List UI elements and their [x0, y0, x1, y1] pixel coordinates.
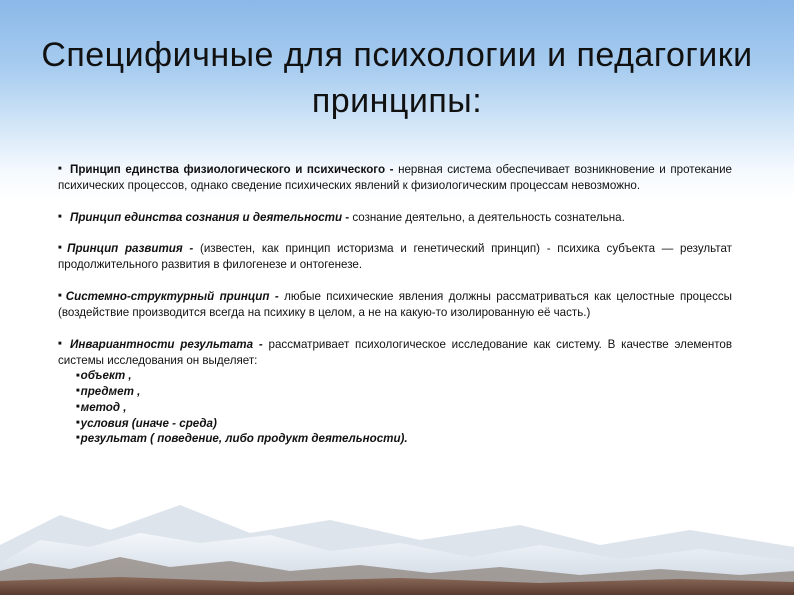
principle-5 — [58, 337, 732, 368]
bullet-icon: ■ — [58, 293, 64, 300]
principle-text: (известен, как принцип историзма и генетический принцип) - психика субъекта — результат продолжительного развития в филогенезе и онтогенезе. — [58, 241, 732, 271]
bullet-icon: ■ — [76, 388, 80, 395]
principle-4 — [58, 289, 732, 320]
list-item: ■предмет , — [76, 385, 141, 399]
bullet-icon: ■ — [58, 245, 66, 252]
principle-term: Принцип развития - — [67, 241, 194, 255]
mountain-landscape-illustration — [0, 485, 794, 595]
principle-1 — [58, 162, 732, 193]
principle-term: Инвариантности результата - — [70, 338, 263, 352]
bullet-icon: ■ — [58, 166, 62, 173]
slide-title: Специфичные для психологии и педагогики принципы: — [41, 36, 753, 120]
bullet-icon: ■ — [58, 214, 62, 221]
principle-text: сознание деятельно, а деятельность сознательна. — [349, 211, 625, 225]
bullet-icon: ■ — [76, 404, 80, 410]
principle-term: Принцип единства физиологического и психического - — [70, 163, 394, 176]
list-item: ■результат ( поведение, либо продукт деятельности). — [76, 432, 408, 446]
bullet-icon: ■ — [76, 372, 80, 379]
principle-2 — [58, 210, 732, 226]
research-elements-list — [58, 368, 732, 446]
list-item: ■метод , — [76, 400, 127, 414]
principle-term: Принцип единства сознания и деятельности - — [70, 211, 350, 225]
bullet-icon: ■ — [76, 419, 80, 426]
principle-3 — [58, 241, 732, 272]
ground — [0, 577, 794, 595]
bullet-icon: ■ — [58, 341, 62, 348]
bullet-icon: ■ — [76, 435, 80, 442]
principle-text: нервная система обеспечивает возникновение и протекание психических процессов, однако сведение психических явлений к физиологическим процессам невозможно. — [58, 163, 732, 192]
principle-text: любые психические явления должны рассматриваться как целостные процессы (воздействие производится всегда на психику в целом, а не на какую-то изолированную её часть.) — [58, 290, 732, 319]
slide-content — [58, 162, 732, 447]
principle-term: Системно-структурный принцип - — [65, 290, 279, 304]
list-item: ■условия (иначе - среда) — [76, 416, 217, 430]
list-item: ■объект , — [76, 369, 132, 383]
principle-text: рассматривает психологическое исследование как систему. В качестве элементов системы исследования он выделяет: — [58, 338, 733, 367]
